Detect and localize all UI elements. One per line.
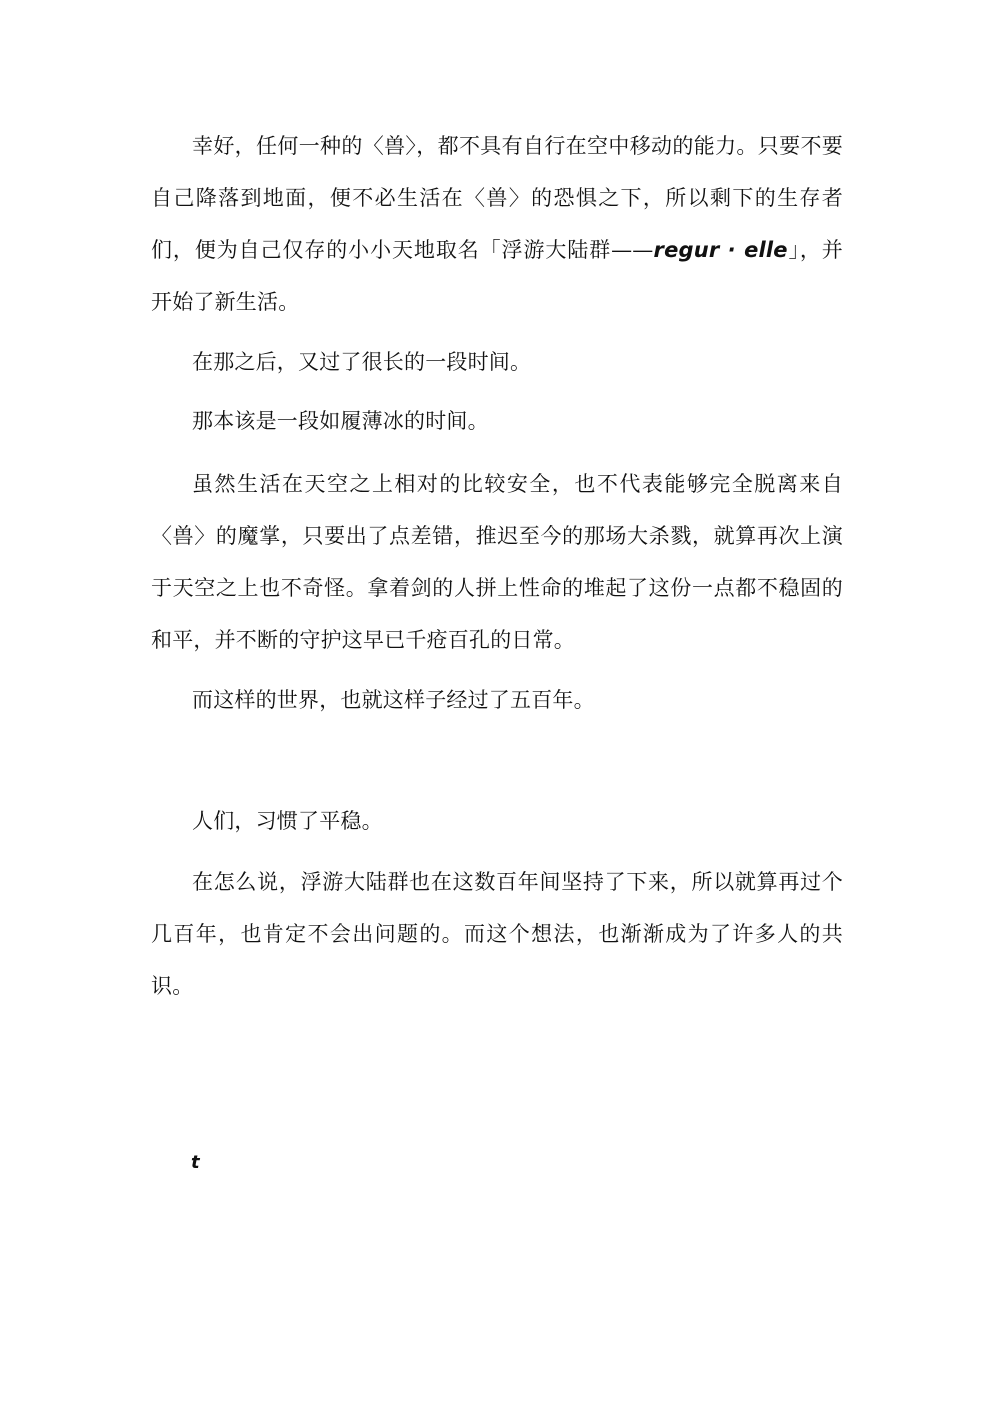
paragraph-consensus: 在怎么说，浮游大陆群也在这数百年间坚持了下来，所以就算再过个几百年，也肯定不会出问题的。而这个想法，也渐渐成为了许多人的共识。	[151, 870, 843, 998]
paragraph-text: 幸好，任何一种的〈兽〉，都不具有自行在空中移动的能力。只要不要自己降落到地面，便不必生活在〈兽〉的恐惧之下，所以剩下的生存者们，便为自己仅存的小小天地取名「浮游大陆群——	[151, 134, 843, 262]
stray-mark: t	[191, 1152, 200, 1173]
paragraph-five-hundred-years: 而这样的世界，也就这样子经过了五百年。	[192, 688, 595, 712]
paragraph-thin-ice: 那本该是一段如履薄冰的时间。	[192, 409, 489, 433]
paragraph-long-time: 在那之后，又过了很长的一段时间。	[192, 350, 532, 374]
paragraph-floating-continents	[151, 120, 843, 328]
paragraph-fragile-peace: 虽然生活在天空之上相对的比较安全，也不代表能够完全脱离来自〈兽〉的魔掌，只要出了点差错，推迟至今的那场大杀戮，就算再次上演于天空之上也不奇怪。拿着剑的人拼上性命的堆起了这份一点都不稳固的和平，并不断的守护这早已千疮百孔的日常。	[151, 472, 843, 652]
latin-name: regur · elle	[653, 238, 788, 262]
paragraph-used-to-stability: 人们，习惯了平稳。	[192, 809, 383, 833]
paragraph-text: 」，并开始了新生活。	[151, 238, 843, 314]
